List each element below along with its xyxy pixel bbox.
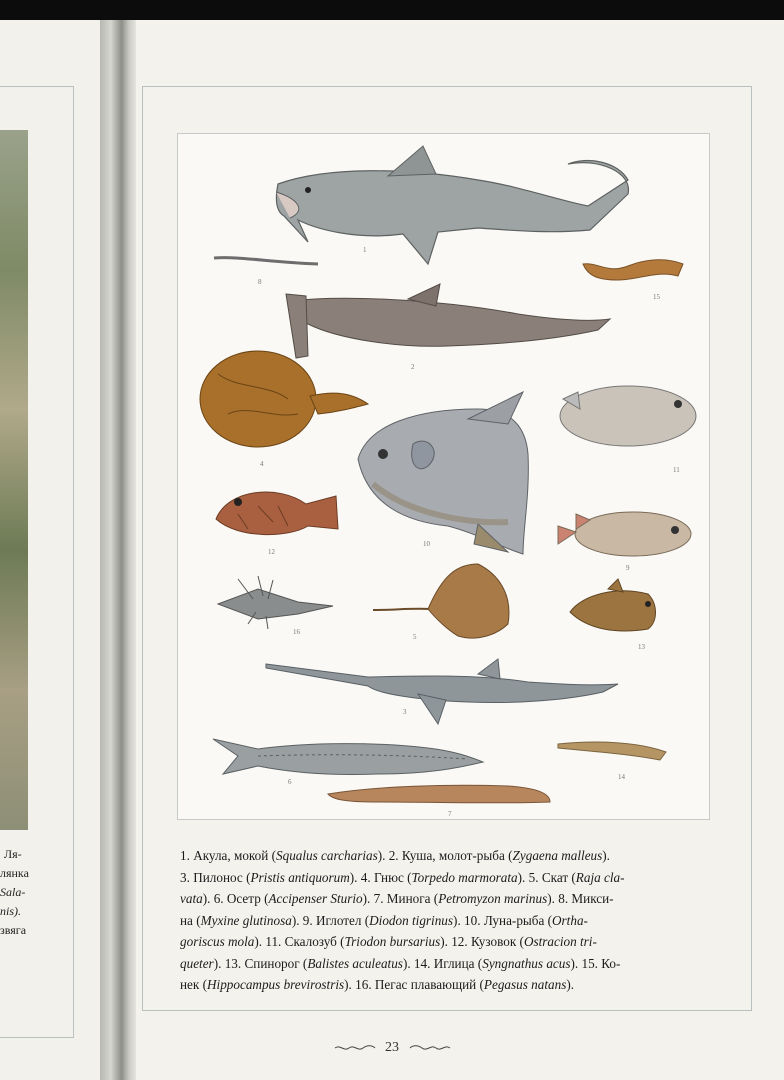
left-text-line: лянка bbox=[0, 866, 29, 880]
caption-latin-name: Syngnathus acus bbox=[482, 955, 571, 971]
fish-9-diodon bbox=[558, 512, 691, 556]
fish-15-seahorse bbox=[583, 260, 683, 280]
figure-number-8: 8 bbox=[258, 278, 262, 286]
caption-text: ). 4. Гнюс ( bbox=[349, 869, 412, 885]
fish-13-triggerfish bbox=[570, 579, 656, 631]
fish-plate-illustration bbox=[177, 133, 710, 820]
caption-latin-name: Diodon tigrinus bbox=[369, 912, 454, 928]
caption-text: ). 7. Минога ( bbox=[362, 891, 439, 906]
fish-12-cowfish bbox=[216, 492, 338, 535]
figure-number-7: 7 bbox=[448, 810, 452, 818]
fish-16-pegasus bbox=[218, 576, 333, 629]
figure-number-16: 16 bbox=[293, 628, 300, 636]
fish-14-pipefish bbox=[558, 742, 666, 760]
caption-latin-name: Triodon bursarius bbox=[344, 934, 441, 949]
figure-number-3: 3 bbox=[403, 708, 407, 716]
caption-text: ). 8. Микси- bbox=[547, 891, 614, 906]
caption-text: ). 12. Кузовок ( bbox=[440, 934, 524, 949]
fish-6-sturgeon bbox=[213, 739, 483, 775]
figure-number-15: 15 bbox=[653, 293, 660, 301]
caption-text: ). 13. Спинорог ( bbox=[213, 955, 308, 971]
page-number: 23 bbox=[385, 1040, 399, 1055]
fish-1-shark bbox=[276, 146, 628, 264]
figure-number-13: 13 bbox=[638, 643, 645, 651]
caption-text: ). bbox=[602, 848, 610, 863]
figure-number-10: 10 bbox=[423, 540, 430, 548]
caption-line bbox=[180, 867, 712, 889]
caption-text: ). 11. Скалозуб ( bbox=[254, 934, 345, 949]
caption-text: ). 2. Куша, молот-рыба ( bbox=[377, 848, 513, 863]
left-page-illustration bbox=[0, 130, 28, 830]
left-page-text bbox=[0, 845, 40, 940]
caption-text: ). bbox=[566, 977, 575, 992]
caption-text: нек ( bbox=[180, 977, 208, 992]
caption-text: на ( bbox=[180, 912, 201, 928]
plate-caption bbox=[180, 845, 712, 996]
caption-line bbox=[180, 953, 712, 975]
page-footer bbox=[0, 1040, 784, 1056]
caption-text: 3. Пилонос ( bbox=[180, 869, 251, 885]
figure-number-4: 4 bbox=[260, 460, 264, 468]
caption-line bbox=[180, 888, 712, 910]
fish-11-triodon bbox=[560, 386, 696, 446]
right-ornament-icon bbox=[409, 1044, 451, 1052]
caption-text: ). 16. Пегас плавающий ( bbox=[344, 977, 484, 992]
caption-latin-name: Balistes aculeatus bbox=[307, 955, 403, 971]
scan-top-band bbox=[0, 0, 784, 20]
caption-latin-name: Pristis antiquorum bbox=[250, 869, 350, 885]
book-gutter bbox=[100, 20, 136, 1080]
caption-line bbox=[180, 845, 712, 867]
caption-text: ). 9. Иглотел ( bbox=[291, 912, 370, 928]
caption-latin-name: Accipenser Sturio bbox=[268, 891, 363, 906]
caption-latin-name: Myxine glutinosa bbox=[200, 912, 292, 928]
caption-latin-name: Zygaena malleus bbox=[512, 848, 603, 863]
caption-line bbox=[180, 910, 712, 932]
caption-latin-name: goriscus mola bbox=[180, 934, 255, 949]
fish-8-hagfish bbox=[214, 258, 318, 264]
caption-latin-name: Torpedo marmorata bbox=[411, 869, 518, 885]
figure-number-2: 2 bbox=[411, 363, 415, 371]
left-ornament-icon bbox=[334, 1044, 376, 1052]
figure-number-12: 12 bbox=[268, 548, 275, 556]
figure-number-5: 5 bbox=[413, 633, 417, 641]
caption-latin-name: Ortha- bbox=[552, 912, 588, 928]
caption-text: ). 10. Луна-рыба ( bbox=[453, 912, 553, 928]
fish-3-sawfish bbox=[266, 659, 618, 724]
figure-number-9: 9 bbox=[626, 564, 630, 572]
fish-plate-svg bbox=[178, 134, 711, 821]
caption-line bbox=[180, 931, 712, 953]
caption-latin-name: Petromyzon marinus bbox=[438, 891, 548, 906]
caption-text: ). 15. Ко- bbox=[570, 955, 621, 971]
fish-4-torpedo-ray bbox=[200, 351, 368, 447]
figure-number-14: 14 bbox=[618, 773, 625, 781]
fish-2-hammerhead bbox=[286, 284, 610, 358]
caption-text: 1. Акула, мокой ( bbox=[180, 848, 276, 863]
caption-latin-name: vata bbox=[180, 891, 203, 906]
caption-line bbox=[180, 974, 712, 996]
caption-latin-name: queter bbox=[180, 955, 214, 971]
left-text-line: Sala- bbox=[0, 885, 26, 899]
fish-5-skate bbox=[373, 564, 509, 638]
figure-number-6: 6 bbox=[288, 778, 292, 786]
fish-10-sunfish bbox=[358, 392, 528, 554]
caption-latin-name: Squalus carcharias bbox=[276, 848, 378, 863]
left-text-line: nis). bbox=[0, 904, 21, 918]
caption-text: ). 5. Скат ( bbox=[517, 869, 576, 885]
caption-latin-name: Hippocampus brevirostris bbox=[207, 977, 345, 992]
caption-latin-name: Pegasus natans bbox=[483, 977, 567, 992]
figure-number-1: 1 bbox=[363, 246, 367, 254]
left-page bbox=[0, 20, 100, 1080]
caption-text: ). 6. Осетр ( bbox=[202, 891, 269, 906]
figure-number-11: 11 bbox=[673, 466, 680, 474]
fish-7-lamprey bbox=[328, 785, 550, 803]
left-text-line: звяга bbox=[0, 923, 27, 937]
caption-text: ). 14. Иглица ( bbox=[402, 955, 483, 971]
left-text-line: Ля- bbox=[4, 847, 22, 861]
caption-latin-name: Raja cla- bbox=[575, 869, 625, 885]
caption-latin-name: Ostracion tri- bbox=[523, 934, 597, 949]
